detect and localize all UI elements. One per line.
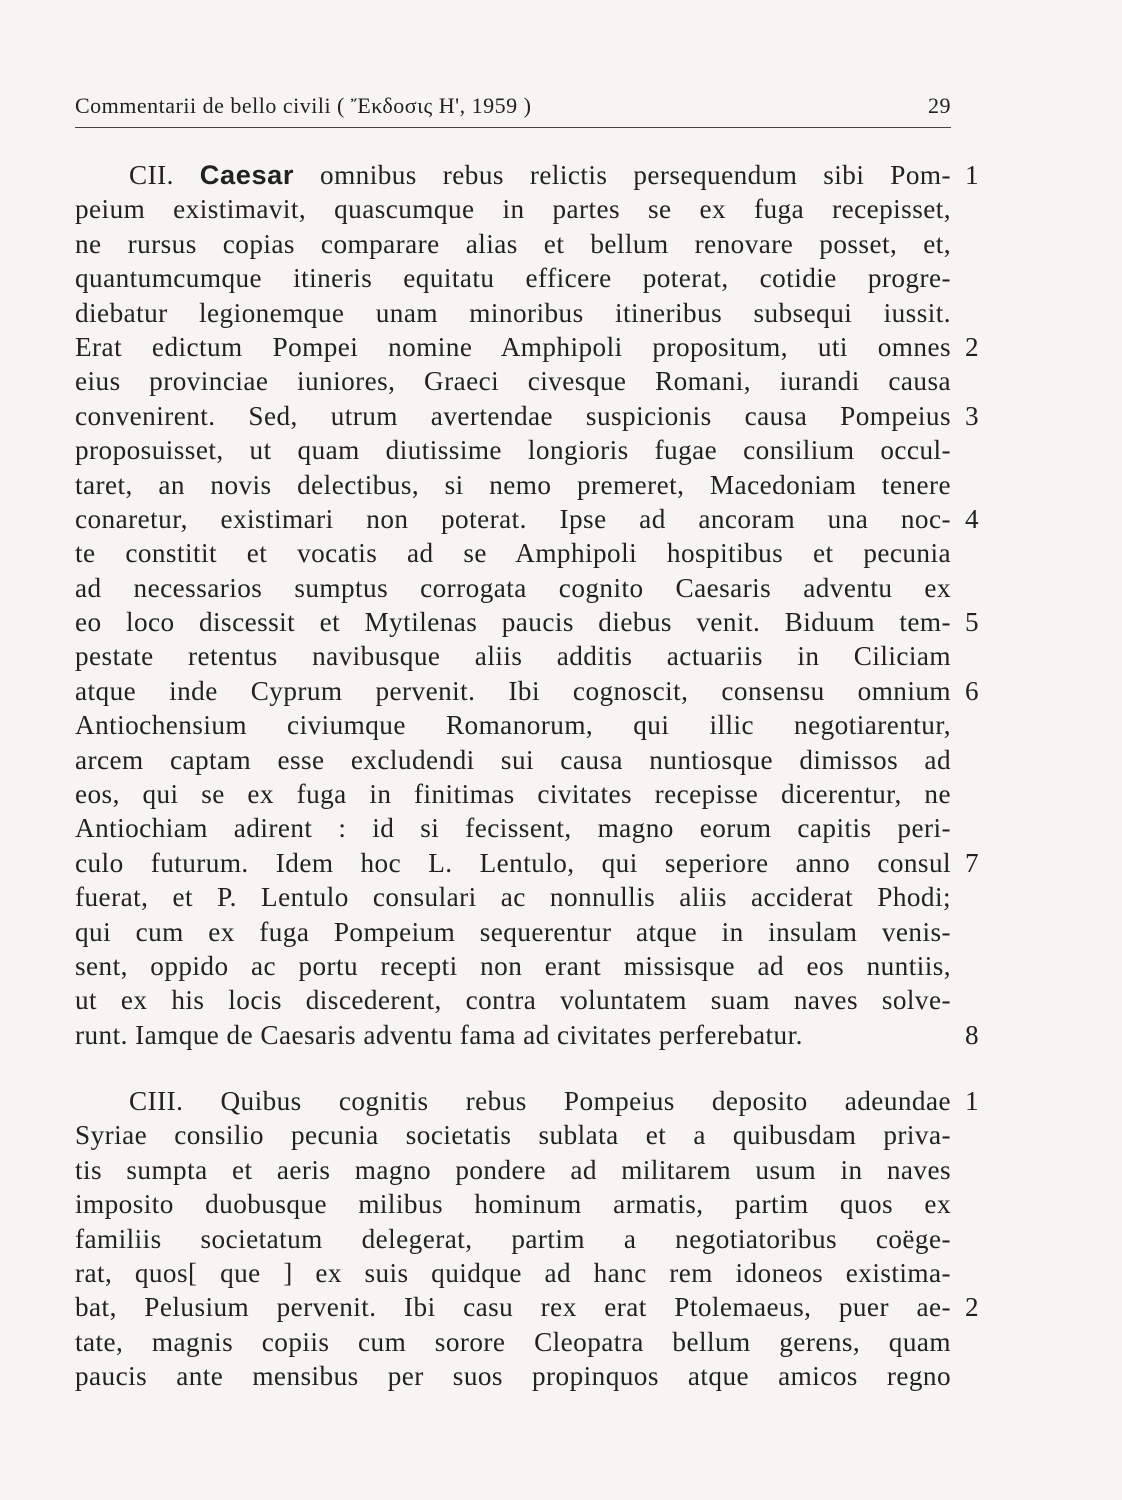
text-line [75, 536, 951, 570]
text-line [75, 880, 951, 914]
line-text: te constitit et vocatis ad se Amphipoli hospitibus et pecunia [75, 538, 951, 569]
text-line [75, 949, 951, 983]
text-line [75, 639, 951, 673]
chapter-numeral: CII. [129, 160, 200, 190]
text-line [75, 708, 951, 742]
section-number: 2 [965, 1292, 979, 1323]
line-text: Syriae consilio pecunia societatis sublata et a quibusdam priva- [75, 1120, 951, 1151]
text-line [75, 1084, 951, 1118]
text-line [75, 743, 951, 777]
text-line [75, 1359, 951, 1393]
text-line [75, 915, 951, 949]
text-line [75, 192, 951, 226]
text-line [75, 1118, 951, 1152]
line-text: fuerat, et P. Lentulo consulari ac nonnullis aliis acciderat Phodi; [75, 882, 951, 913]
line-text: quantumcumque itineris equitatu efficere poterat, cotidie progre- [75, 263, 951, 294]
text-line [75, 1018, 951, 1052]
line-text: ne rursus copias comparare alias et bellum renovare posset, et, [75, 228, 951, 259]
section-number: 7 [965, 848, 979, 878]
text-line [75, 261, 951, 295]
line-text: paucis ante mensibus per suos propinquos atque amicos regno [75, 1361, 951, 1392]
line-text: runt. Iamque de Caesaris adventu fama ad civitates perferebatur. [75, 1019, 803, 1050]
line-text: culo futurum. Idem hoc L. Lentulo, qui seperiore anno consul [75, 847, 951, 878]
line-text: bat, Pelusium pervenit. Ibi casu rex erat Ptolemaeus, puer ae- [75, 1292, 951, 1323]
text-line [75, 468, 951, 502]
line-text: pestate retentus navibusque aliis additis actuariis in Ciliciam [75, 641, 951, 672]
text-line [75, 811, 951, 845]
line-text: Antiochiam adirent : id si fecissent, magno eorum capitis peri- [75, 813, 951, 844]
section-number: 6 [965, 676, 979, 706]
chapter-cii [75, 158, 951, 1052]
running-header [75, 93, 951, 128]
page-number: 29 [928, 93, 951, 118]
line-text: Erat edictum Pompei nomine Amphipoli propositum, uti omnes [75, 331, 951, 362]
text-line [75, 399, 951, 433]
text-line [75, 674, 951, 708]
text-line [75, 1290, 951, 1324]
section-number: 3 [965, 400, 979, 431]
line-text: eo loco discessit et Mytilenas paucis diebus venit. Biduum tem- [75, 607, 951, 638]
text-line [75, 364, 951, 398]
line-text: ad necessarios sumptus corrogata cognito Caesaris adventu ex [75, 572, 951, 603]
header-title: Commentarii de bello civili ( Ἔκδοσις Η', 1959 ) [75, 93, 532, 118]
line-text: Antiochensium civiumque Romanorum, qui illic negotiarentur, [75, 710, 951, 741]
text-line [75, 502, 951, 536]
section-number: 2 [965, 332, 979, 362]
line-text: proposuisset, ut quam diutissime longioris fugae consilium occul- [75, 435, 951, 466]
section-number: 1 [965, 1086, 979, 1116]
text-line [75, 605, 951, 639]
line-text: taret, an novis delectibus, si nemo premeret, Macedoniam tenere [75, 469, 951, 500]
text-line [75, 227, 951, 261]
line-text: peium existimavit, quascumque in partes se ex fuga recepisset, [75, 194, 951, 225]
text-line [75, 1153, 951, 1187]
lead-word: Caesar [199, 159, 295, 190]
line-text: qui cum ex fuga Pompeium sequerentur atque in insulam venis- [75, 916, 951, 947]
line-text: arcem captam esse excludendi sui causa nuntiosque dimissos ad [75, 744, 951, 775]
text-line [75, 777, 951, 811]
line-text: tis sumpta et aeris magno pondere ad militarem usum in naves [75, 1154, 951, 1185]
text-line [75, 571, 951, 605]
line-text: conaretur, existimari non poterat. Ipse ad ancoram una noc- [75, 503, 951, 534]
text-line [75, 433, 951, 467]
text-line [75, 158, 951, 192]
line-text: atque inde Cyprum pervenit. Ibi cognoscit, consensu omnium [75, 675, 951, 706]
line-text: familiis societatum delegerat, partim a negotiatoribus coëge- [75, 1223, 951, 1254]
chapter-ciii [75, 1084, 951, 1394]
section-number: 8 [965, 1020, 979, 1050]
line-text: rat, quos[ que ] ex suis quidque ad hanc rem idoneos existima- [75, 1257, 951, 1288]
line-text: imposito duobusque milibus hominum armatis, partim quos ex [75, 1189, 951, 1220]
line-text: convenirent. Sed, utrum avertendae suspicionis causa Pompeius [75, 400, 951, 431]
text-line [75, 1187, 951, 1221]
section-number: 1 [965, 160, 979, 190]
line-text: eos, qui se ex fuga in finitimas civitates recepisse dicerentur, ne [75, 779, 951, 810]
line-text: tate, magnis copiis cum sorore Cleopatra bellum gerens, quam [75, 1326, 951, 1357]
text-line [75, 1222, 951, 1256]
text-line [75, 983, 951, 1017]
section-number: 5 [965, 607, 979, 638]
line-text: eius provinciae iuniores, Graeci civesque Romani, iurandi causa [75, 366, 951, 397]
text-line [75, 296, 951, 330]
text-line [75, 1256, 951, 1290]
section-number: 4 [965, 504, 979, 534]
chapter-numeral: CIII. [129, 1086, 221, 1116]
line-text: omnibus rebus relictis persequendum sibi Pom- [294, 160, 951, 190]
text-line [75, 330, 951, 364]
text-line [75, 846, 951, 880]
line-text: diebatur legionemque unam minoribus itineribus subsequi iussit. [75, 297, 951, 328]
text-line [75, 1325, 951, 1359]
line-text: Quibus cognitis rebus Pompeius deposito adeundae [220, 1086, 951, 1116]
line-text: ut ex his locis discederent, contra voluntatem suam naves solve- [75, 985, 951, 1016]
line-text: sent, oppido ac portu recepti non erant missisque ad eos nuntiis, [75, 950, 951, 981]
